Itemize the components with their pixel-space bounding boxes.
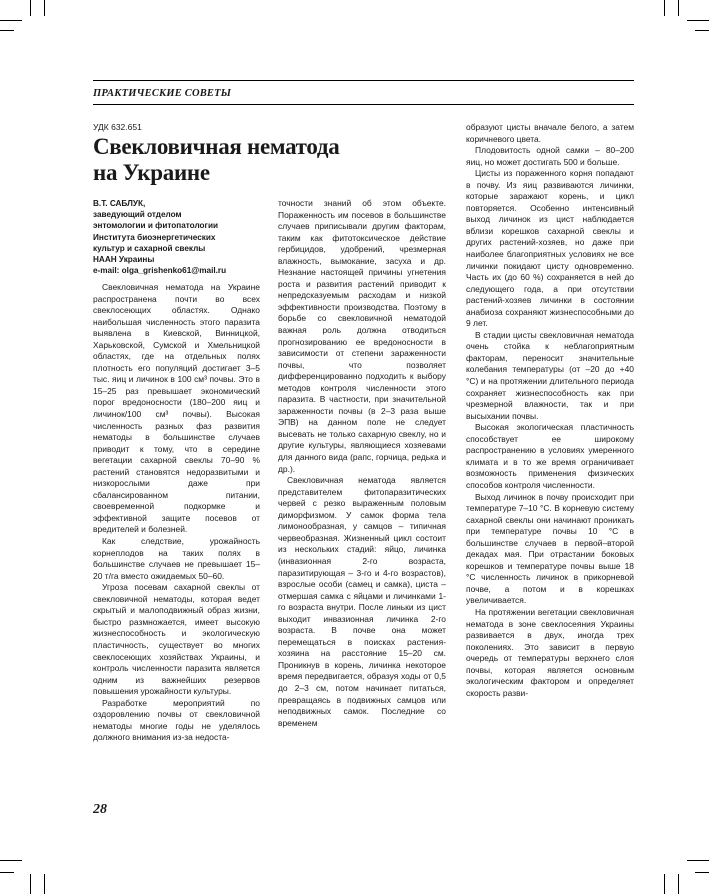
crop-mark: [695, 872, 709, 873]
author-department: энтомологии и фитопатологии: [93, 221, 219, 231]
paragraph: Высокая экологическая пластичность способствует ее широкому распространению в условиях умеренного климата и в то же время ограничивает возможность применения физических способов контроля численности.: [466, 422, 634, 490]
crop-mark: [44, 0, 45, 16]
author-block: [93, 198, 273, 276]
paragraph: Свекловичная нематода на Украине распространена почти во всех свеклосеющих областях. Однако наибольшая численность этого паразита выявлена в Киевской, Винницкой, Харьковской, Сумской и Хмельницкой областях, где на отдельных полях плотность его популяций достигает 3–5 тыс. яиц и личинок в 100 см³ почвы. Это в 15–25 раз превышает экономический порог вредоносности (180–200 яиц и личинок/100 см³ почвы). Высокая численность разных фаз развития нематоды в большинстве случаев приводит к тому, что в середине вегетации сахарной свеклы 70–90 % растений становятся недоразвитыми и низкорослыми даже при сбалансированном питании, своевременной подкормке и эффективной защите посевов от вредителей и болезней.: [93, 282, 260, 535]
crop-mark: [678, 874, 679, 894]
paragraph-continued: образуют цисты вначале белого, а затем коричневого цвета.: [466, 122, 634, 144]
author-position: заведующий отделом: [93, 210, 182, 220]
page-number: 28: [93, 802, 107, 817]
text-column-1: [93, 282, 260, 744]
title-line: на Украине: [93, 160, 210, 185]
crop-mark: [664, 874, 665, 894]
crop-mark: [695, 30, 709, 31]
author-institute: культур и сахарной свеклы: [93, 243, 206, 253]
crop-mark: [664, 0, 665, 16]
author-email: e-mail: olga_grishenko61@mail.ru: [93, 266, 227, 276]
crop-mark: [0, 872, 14, 873]
header-rule-bottom: [93, 104, 634, 105]
crop-mark: [678, 0, 679, 16]
author-name: В.Т. САБЛУК,: [93, 199, 146, 208]
header-rule-top: [93, 80, 634, 81]
crop-mark: [30, 874, 31, 894]
crop-mark: [687, 860, 709, 861]
article-title: [93, 134, 339, 186]
paragraph: Цисты из пораженного корня попадают в почву. Из яиц развиваются личинки, которые заражают корень, и цикл повторяется. Особенно интенсивный выход личинок из цист наблюдается вблизи корешков сахарной свеклы и других растений-хозяев, но даже при наиболее благоприятных условиях не все личинки покидают цисту одновременно. Часть их (до 60 %) сохраняется в ней до следующего года, а при отсутствии растений-хозяев личинки в состоянии анабиоза сохраняют жизнеспособными до 9 лет.: [466, 168, 634, 329]
udk-code: УДК 632.651: [93, 122, 142, 132]
text-column-2: [278, 198, 446, 729]
paragraph: Как следствие, урожайность корнеплодов на таких полях в большинстве случаев не превышает 15–20 т/га вместо ожидаемых 50–60.: [93, 536, 260, 581]
crop-mark: [44, 874, 45, 894]
crop-mark: [0, 30, 14, 31]
crop-mark: [30, 0, 31, 16]
author-institute: Института биоэнергетических: [93, 232, 216, 242]
crop-mark: [0, 860, 22, 861]
paragraph: Разработке мероприятий по оздоровлению почвы от свекловичной нематоды многие годы не уделялось должного внимания из-за недоста-: [93, 697, 260, 743]
paragraph: Свекловичная нематода является представителем фитопаразитических червей с резко выраженным половым диморфизмом. У самок форма тела лимонообразная, у самцов – типичная червеобразная. Жизненный цикл состоит из нескольких стадий: яйцо, личинка (инвазионная 2-го возраста, паразитирующая – 3-го и 4-го возрастов), взрослые особи (самец и самка), циста – отмершая самка с яйцами и личинками 1-го возраста внутри. После линьки из цист выходит инвазионная личинка 2-го возраста. В почве она может перемещаться в поисках растения-хозяина на расстояние 15–20 см. Проникнув в корень, личинка некоторое время передвигается, образуя ходы от 0,5 до 2–3 см, потом начинает питаться, превращаясь в подвижных самцов или неподвижных самок. Последние со временем: [278, 475, 446, 728]
paragraph: На протяжении вегетации свекловичная нематода в зоне свеклосеяния Украины развивается в двух, иногда трех поколениях. Это зависит в первую очередь от температуры верхнего слоя почвы, которая является основным экологическим фактором и определяет скорость разви-: [466, 606, 634, 698]
paragraph: Выход личинок в почву происходит при температуре 7–10 °С. В корневую систему сахарной свеклы они начинают проникать при температуре почвы 10 °С в большинстве случаев в первой–второй декадах мая. При отрастании боковых корешков и температуре почвы выше 18 °С численность личинок в прикорневой почве, а потом и в корешках увеличивается.: [466, 491, 634, 606]
author-organization: НААН Украины: [93, 255, 155, 265]
paragraph: В стадии цисты свекловичная нематода очень стойка к неблагоприятным факторам, переносит значительные колебания температуры (от –20 до +40 °С) и на протяжении длительного периода сохраняет жизнеспособность как при чрезмерной влажности, так и при высыхании почвы.: [466, 329, 634, 421]
paragraph-continued: точности знаний об этом объекте. Пораженность им посевов в большинстве случаев приписывали другим факторам, таким как фитотоксическое действие гербицидов, удобрений, чрезмерная влажность, вымокание, засуха и др. Незнание настоящей причины угнетения роста и развития растений приводит к непредсказуемым расходам и низкой эффективности производства. Поэтому в борьбе со свекловичной нематодой важная роль должна отводиться прогнозированию ее вредоносности в зависимости от степени зараженности почвы, что позволяет дифференцированно подходить к выбору методов контроля численности этого паразита. В частности, при значительной зараженности почвы (в 2–3 раза выше ЭПВ) на данном поле не следует высевать не только сахарную свеклу, но и другие культуры, являющиеся хозяевами для данного вида (рапс, горчица, редька и др.).: [278, 198, 446, 474]
section-label: ПРАКТИЧЕСКИЕ СОВЕТЫ: [93, 88, 232, 99]
title-line: Свекловичная нематода: [93, 134, 340, 159]
crop-mark: [0, 20, 22, 21]
text-column-3: [466, 122, 634, 699]
paragraph: Угроза посевам сахарной свеклы от свекловичной нематоды, которая ведет скрытый и малоподвижный образ жизни, быстро размножается, имеет высокую жизнеспособность и экологическую пластичность, существует во многих свеклосеющих хозяйствах Украины, и контроль численности паразита является одним из важнейших резервов повышения урожайности культуры.: [93, 582, 260, 697]
paragraph: Плодовитость одной самки – 80–200 яиц, но может достигать 500 и больше.: [466, 145, 634, 167]
crop-mark: [687, 20, 709, 21]
